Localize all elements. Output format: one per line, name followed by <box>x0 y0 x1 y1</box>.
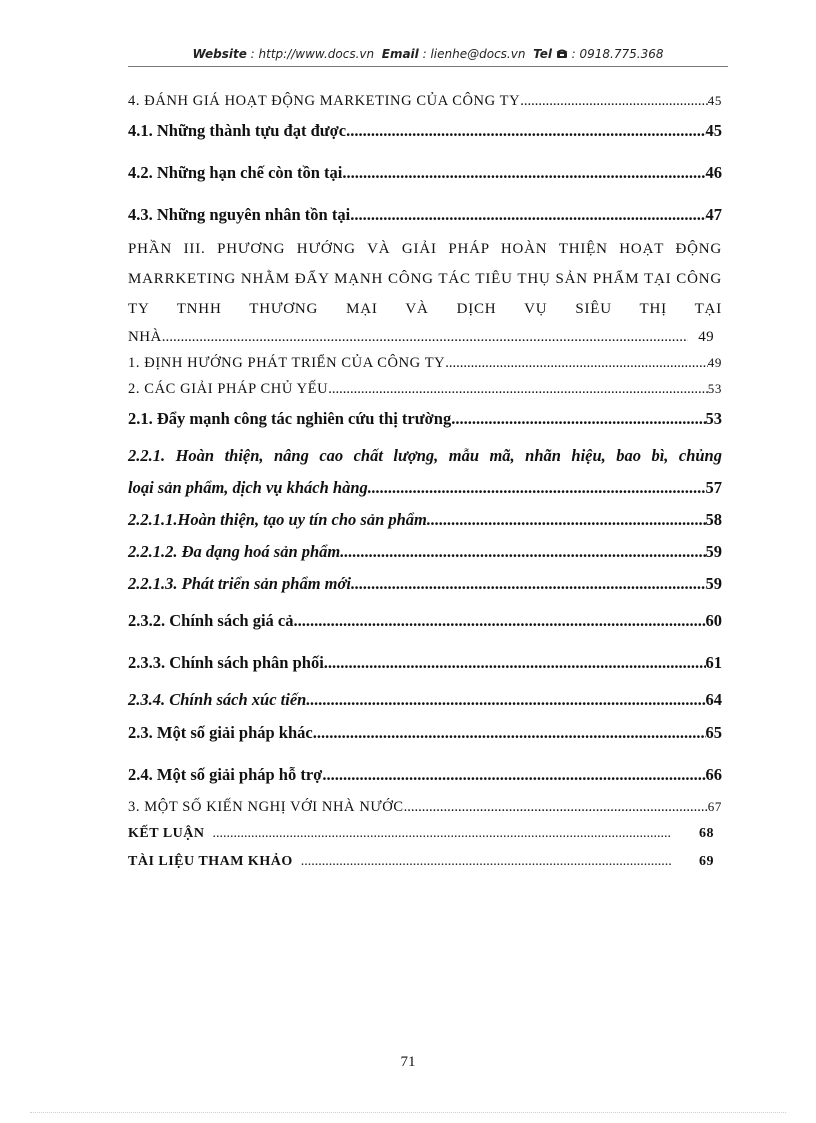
toc-entry-page: 67 <box>707 799 722 814</box>
toc-entry-page: 49 <box>698 329 714 345</box>
toc-entry <box>128 794 722 820</box>
toc-entry <box>128 848 722 876</box>
toc-leader <box>340 536 705 568</box>
toc-entry-title: 3. MỘT SỐ KIẾN NGHỊ VỚI NHÀ NƯỚC <box>128 799 404 815</box>
toc-entry-page: 60 <box>705 611 722 630</box>
toc-entry-page: 66 <box>705 765 722 784</box>
toc-entry <box>128 568 722 600</box>
website-label: Website <box>192 47 247 61</box>
toc-entry <box>128 114 722 148</box>
toc-entry <box>128 156 722 190</box>
toc-entry <box>128 684 722 716</box>
toc-entry-title: 2.3.3. Chính sách phân phối <box>128 653 324 672</box>
email-value: : lienhe@docs.vn <box>422 47 526 61</box>
toc-entry-page: 45 <box>707 93 722 108</box>
toc-entry <box>128 604 722 638</box>
toc-entry-page: 53 <box>707 381 722 396</box>
toc-entry <box>128 350 722 376</box>
toc-entry-title: 2.2.1.3. Phát triển sản phẩm mới <box>128 574 351 593</box>
toc-entry-title: 2.2.1.2. Đa dạng hoá sản phẩm <box>128 542 341 561</box>
toc-entry-title: KẾT LUẬN <box>128 826 205 841</box>
toc-entry-title: 2. CÁC GIẢI PHÁP CHỦ YẾU <box>128 381 329 397</box>
toc-leader <box>162 324 688 350</box>
toc-entry-title: 2.3.2. Chính sách giá cả <box>128 611 294 630</box>
toc-entry-page: 65 <box>705 723 722 742</box>
toc-leader <box>346 114 705 148</box>
footer-divider <box>30 1112 786 1113</box>
toc-leader <box>301 848 671 876</box>
tel-value: : 0918.775.368 <box>571 47 664 61</box>
toc-entry-title-last: NHÀ <box>128 329 162 345</box>
toc-entry <box>128 536 722 568</box>
table-of-contents <box>128 88 722 876</box>
toc-entry-page: 45 <box>705 121 722 140</box>
tel-label: Tel <box>533 47 552 61</box>
toc-entry-page: 49 <box>707 355 722 370</box>
toc-entry <box>128 324 722 350</box>
toc-leader <box>368 472 706 504</box>
toc-entry-page: 64 <box>705 690 722 709</box>
header-divider <box>128 66 728 67</box>
toc-entry-title: 2.2.1.1.Hoàn thiện, tạo uy tín cho sản phẩm <box>128 510 427 529</box>
toc-leader <box>404 794 708 820</box>
toc-entry-title: TÀI LIỆU THAM KHẢO <box>128 854 293 869</box>
toc-leader <box>322 758 705 792</box>
toc-entry <box>128 504 722 536</box>
toc-entry-title: 4.2. Những hạn chế còn tồn tại <box>128 163 343 182</box>
toc-leader <box>427 504 706 536</box>
website-value: : http://www.docs.vn <box>250 47 375 61</box>
toc-entry <box>128 646 722 680</box>
toc-entry-page: 59 <box>705 542 722 561</box>
toc-entry <box>128 402 722 436</box>
toc-entry <box>128 716 722 750</box>
toc-entry-title: 2.3.4. Chính sách xúc tiến <box>128 690 307 709</box>
toc-leader <box>342 156 705 190</box>
toc-entry-page: 57 <box>705 478 722 497</box>
toc-leader <box>445 350 708 376</box>
toc-entry-title: 2.3. Một số giải pháp khác <box>128 723 313 742</box>
phone-icon <box>556 48 568 59</box>
toc-leader <box>351 568 706 600</box>
page-number: 71 <box>400 1054 416 1070</box>
toc-entry-title-last: loại sản phẩm, dịch vụ khách hàng <box>128 478 368 497</box>
toc-entry-title: 2.4. Một số giải pháp hỗ trợ <box>128 765 323 784</box>
page-header <box>128 47 728 61</box>
toc-entry-title: 2.2.1. Hoàn thiện, nâng cao chất lượng, mẫu mã, nhãn hiệu, bao bì, chủng <box>128 446 722 465</box>
toc-leader <box>293 604 705 638</box>
toc-leader <box>350 198 705 232</box>
toc-entry-page: 58 <box>705 510 722 529</box>
toc-entry-title: 4. ĐÁNH GIÁ HOẠT ĐỘNG MARKETING CỦA CÔNG TY <box>128 93 521 109</box>
toc-entry-page: 47 <box>705 205 722 224</box>
toc-entry <box>128 472 722 504</box>
toc-leader <box>324 646 706 680</box>
toc-entry-title: PHẦN III. PHƯƠNG HƯỚNG VÀ GIẢI PHÁP HOÀN THIỆN HOẠT ĐỘNG MARRKETING NHẰM ĐẨY MẠNH CÔNG TÁC TIÊU THỤ SẢN PHẨM TẠI CÔNG TY TNHH THƯƠNG MẠI VÀ DỊCH VỤ SIÊU THỊ TẠI <box>128 241 722 317</box>
toc-entry-page: 69 <box>699 854 714 869</box>
toc-entry-page: 61 <box>705 653 722 672</box>
toc-entry-title: 4.3. Những nguyên nhân tồn tại <box>128 205 351 224</box>
toc-leader <box>451 402 705 436</box>
toc-entry-page: 59 <box>705 574 722 593</box>
email-label: Email <box>381 47 419 61</box>
toc-entry-title: 4.1. Những thành tựu đạt được <box>128 121 347 140</box>
toc-leader <box>306 684 705 716</box>
toc-entry <box>128 758 722 792</box>
toc-entry <box>128 198 722 232</box>
toc-entry <box>128 820 722 848</box>
toc-entry <box>128 88 722 114</box>
toc-leader <box>520 88 708 114</box>
toc-leader <box>212 820 671 848</box>
toc-entry-page: 53 <box>705 409 722 428</box>
toc-leader <box>328 376 708 402</box>
toc-entry <box>128 376 722 402</box>
toc-entry-title: 1. ĐỊNH HƯỚNG PHÁT TRIỂN CỦA CÔNG TY <box>128 355 446 371</box>
toc-leader <box>313 716 706 750</box>
toc-entry-title: 2.1. Đẩy mạnh công tác nghiên cứu thị trường <box>128 409 452 428</box>
toc-entry-page: 46 <box>705 163 722 182</box>
toc-entry-page: 68 <box>699 826 714 841</box>
